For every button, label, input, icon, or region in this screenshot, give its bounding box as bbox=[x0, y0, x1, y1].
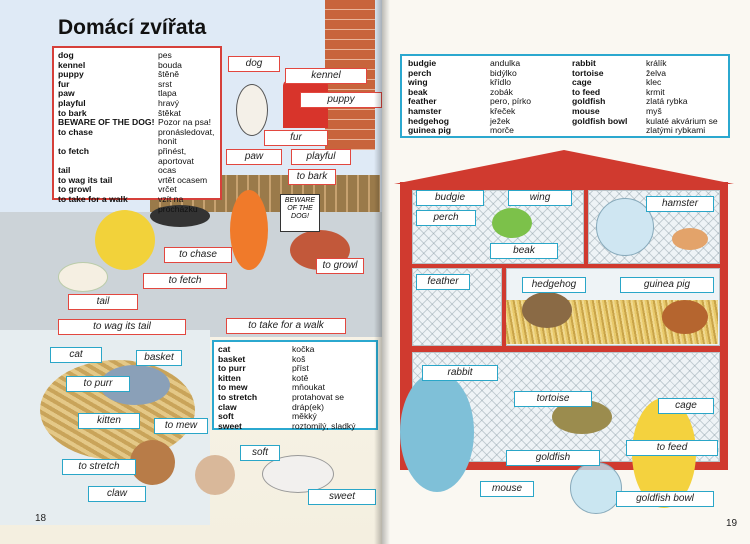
vocab-entry: přinést, bbox=[158, 145, 187, 156]
vocab-entry: goldfish bowl bbox=[572, 115, 628, 126]
vocab-entry: ježek bbox=[490, 115, 511, 126]
vocab-entry: mňoukat bbox=[292, 382, 325, 393]
label-hamster: hamster bbox=[646, 196, 714, 212]
vocab-entry: goldfish bbox=[572, 96, 606, 107]
vocab-entry: to purr bbox=[218, 363, 246, 374]
vocab-entry: to wag its tail bbox=[58, 174, 113, 185]
vocab-entry: to bark bbox=[58, 107, 87, 118]
label-budgie: budgie bbox=[416, 190, 484, 206]
beware-dog-sign: BEWARE OF THE DOG! bbox=[280, 194, 320, 232]
vocab-entry: kitten bbox=[218, 372, 241, 383]
vocab-entry: procházku bbox=[158, 203, 198, 214]
vocab-entry: soft bbox=[218, 411, 234, 422]
label-to-growl: to growl bbox=[316, 258, 364, 274]
vocab-entry: měkký bbox=[292, 411, 317, 422]
girl-illustration bbox=[230, 190, 268, 270]
vocab-entry: to growl bbox=[58, 184, 92, 195]
page-number-right: 19 bbox=[726, 518, 738, 529]
vocab-entry: to chase bbox=[58, 126, 93, 137]
label-to-take-for-a-walk: to take for a walk bbox=[226, 318, 346, 334]
label-perch: perch bbox=[416, 210, 476, 226]
goldfish-bowl-illustration bbox=[570, 462, 622, 514]
vocab-entry: vzít na bbox=[158, 193, 184, 204]
vocab-entry: zlatá rybka bbox=[646, 96, 688, 107]
vocab-entry: klec bbox=[646, 77, 662, 88]
vocab-entry: tlapa bbox=[158, 88, 177, 99]
vocab-entry: bouda bbox=[158, 59, 182, 70]
vocab-entry: pero, pírko bbox=[490, 96, 532, 107]
vocab-czech-column bbox=[158, 51, 214, 214]
vocab-czech-column bbox=[292, 345, 356, 431]
label-goldfish-bowl: goldfish bowl bbox=[616, 491, 714, 507]
vocab-entry: guinea pig bbox=[408, 125, 451, 136]
vocab-entry: vrčet bbox=[158, 184, 177, 195]
vocab-entry: rabbit bbox=[572, 58, 596, 68]
vocab-entry: playful bbox=[58, 97, 86, 108]
label-kennel: kennel bbox=[285, 68, 367, 84]
label-to-purr: to purr bbox=[66, 376, 130, 392]
label-tortoise: tortoise bbox=[514, 391, 592, 407]
label-playful: playful bbox=[291, 149, 351, 165]
vocab-english-column bbox=[218, 345, 257, 431]
vocab-entry: dog bbox=[58, 50, 74, 60]
vocab-entry: wing bbox=[408, 77, 428, 88]
vocab-entry: vrtět ocasem bbox=[158, 174, 208, 185]
spotted-dog-illustration bbox=[58, 262, 108, 292]
vocab-entry: basket bbox=[218, 353, 246, 364]
vocab-entry: aportovat bbox=[158, 155, 194, 166]
vocabulary-box-dogs bbox=[52, 46, 222, 214]
label-to-stretch: to stretch bbox=[62, 459, 136, 475]
label-to-mew: to mew bbox=[154, 418, 208, 434]
vocab-entry: claw bbox=[218, 401, 237, 412]
vocab-entry: protahovat se bbox=[292, 391, 345, 402]
boy-illustration bbox=[95, 210, 155, 270]
vocab-entry: perch bbox=[408, 67, 432, 78]
book-spine-shadow bbox=[374, 0, 390, 544]
page-title: Domácí zvířata bbox=[58, 16, 207, 39]
vocab-entry: honit bbox=[158, 136, 177, 147]
vocab-entry: srst bbox=[158, 78, 172, 89]
vocab-entry: koš bbox=[292, 353, 306, 364]
vocabulary-box-cats bbox=[212, 340, 378, 430]
label-cage: cage bbox=[658, 398, 714, 414]
label-kitten: kitten bbox=[78, 413, 140, 429]
vocab-entry: příst bbox=[292, 363, 309, 374]
vocab-entry: zlatými rybkami bbox=[646, 125, 706, 136]
vocab-entry: mouse bbox=[572, 105, 600, 116]
vocab-entry: hamster bbox=[408, 105, 442, 116]
label-beak: beak bbox=[490, 243, 558, 259]
label-sweet: sweet bbox=[308, 489, 376, 505]
page-number-left: 18 bbox=[35, 513, 47, 524]
label-goldfish: goldfish bbox=[506, 450, 600, 466]
label-cat: cat bbox=[50, 347, 102, 363]
hedgehog-illustration bbox=[522, 292, 572, 328]
vocab-czech-column-2 bbox=[646, 59, 718, 136]
vocab-entry: kotě bbox=[292, 372, 309, 383]
label-soft: soft bbox=[240, 445, 280, 461]
vocab-entry bbox=[58, 157, 154, 167]
vocab-entry: dráp(ek) bbox=[292, 401, 324, 412]
vocab-entry: to stretch bbox=[218, 391, 258, 402]
vocab-entry: želva bbox=[646, 67, 667, 78]
vocab-entry: hravý bbox=[158, 97, 180, 108]
vocab-entry: to fetch bbox=[58, 145, 90, 156]
hamster-illustration bbox=[672, 228, 708, 250]
label-feather: feather bbox=[416, 274, 470, 290]
vocabulary-box-small-pets bbox=[400, 54, 730, 138]
vocab-entry: to mew bbox=[218, 382, 248, 393]
vocab-entry: to feed bbox=[572, 86, 601, 97]
vocab-entry: BEWARE OF THE DOG! bbox=[58, 117, 155, 128]
hutch-roof bbox=[394, 150, 734, 184]
vocab-entry: paw bbox=[58, 88, 75, 99]
vocab-entry: ocas bbox=[158, 165, 177, 176]
vocab-entry: Pozor na psa! bbox=[158, 117, 212, 128]
guinea-pig-illustration bbox=[662, 300, 708, 334]
label-rabbit: rabbit bbox=[422, 365, 498, 381]
vocab-entry: hedgehog bbox=[408, 115, 450, 126]
label-dog: dog bbox=[228, 56, 280, 72]
label-puppy: puppy bbox=[300, 92, 382, 108]
vocab-czech-column-1 bbox=[490, 59, 531, 136]
dog-illustration bbox=[236, 84, 268, 136]
vocab-entry: feather bbox=[408, 96, 437, 107]
vocab-entry: beak bbox=[408, 86, 428, 97]
label-claw: claw bbox=[88, 486, 146, 502]
boy-with-rabbit-illustration bbox=[400, 372, 474, 492]
vocab-entry: králík bbox=[646, 58, 667, 68]
vocab-entry: myš bbox=[646, 105, 662, 116]
vocab-entry: cage bbox=[572, 77, 592, 88]
vocab-entry: štěně bbox=[158, 69, 180, 80]
vocab-entry: morče bbox=[490, 125, 514, 136]
vocab-entry: to take for a walk bbox=[58, 193, 128, 204]
label-fur: fur bbox=[264, 130, 328, 146]
label-to-bark: to bark bbox=[288, 169, 336, 185]
vocab-english-column-1 bbox=[408, 59, 451, 136]
label-wing: wing bbox=[508, 190, 572, 206]
label-guinea-pig: guinea pig bbox=[620, 277, 714, 293]
vocab-entry: krmit bbox=[646, 86, 665, 97]
vocab-entry: pes bbox=[158, 50, 172, 60]
kitten-illustration bbox=[130, 440, 175, 485]
vocab-entry: kulaté akvárium se bbox=[646, 115, 718, 126]
label-hedgehog: hedgehog bbox=[522, 277, 586, 293]
vocab-entry: křeček bbox=[490, 105, 516, 116]
label-basket: basket bbox=[136, 350, 182, 366]
vocab-entry: zobák bbox=[490, 86, 513, 97]
label-to-chase: to chase bbox=[164, 247, 232, 263]
label-to-feed: to feed bbox=[626, 440, 718, 456]
vocab-entry: fur bbox=[58, 78, 70, 89]
right-page bbox=[382, 0, 750, 544]
vocab-entry: tail bbox=[58, 165, 71, 176]
vocab-entry: puppy bbox=[58, 69, 84, 80]
vocab-entry: pronásledovat, bbox=[158, 126, 215, 137]
budgie-illustration bbox=[492, 208, 532, 238]
vocab-english-column bbox=[58, 51, 154, 205]
vocab-entry: roztomilý, sladký bbox=[292, 420, 356, 431]
label-tail: tail bbox=[68, 294, 138, 310]
vocab-entry: tortoise bbox=[572, 67, 604, 78]
vocab-entry: křídlo bbox=[490, 77, 512, 88]
vocab-entry: štěkat bbox=[158, 107, 181, 118]
vocab-entry: cat bbox=[218, 344, 231, 354]
label-mouse: mouse bbox=[480, 481, 534, 497]
vocab-entry: sweet bbox=[218, 420, 242, 431]
vocab-entry: budgie bbox=[408, 58, 437, 68]
vocab-entry: andulka bbox=[490, 58, 521, 68]
label-to-wag-its-tail: to wag its tail bbox=[58, 319, 186, 335]
label-paw: paw bbox=[226, 149, 282, 165]
vocab-entry: bidýlko bbox=[490, 67, 517, 78]
vocab-entry: kennel bbox=[58, 59, 86, 70]
vocab-entry: kočka bbox=[292, 344, 315, 354]
vocab-english-column-2 bbox=[572, 59, 627, 126]
label-to-fetch: to fetch bbox=[143, 273, 227, 289]
ginger-kitten-illustration bbox=[195, 455, 235, 495]
